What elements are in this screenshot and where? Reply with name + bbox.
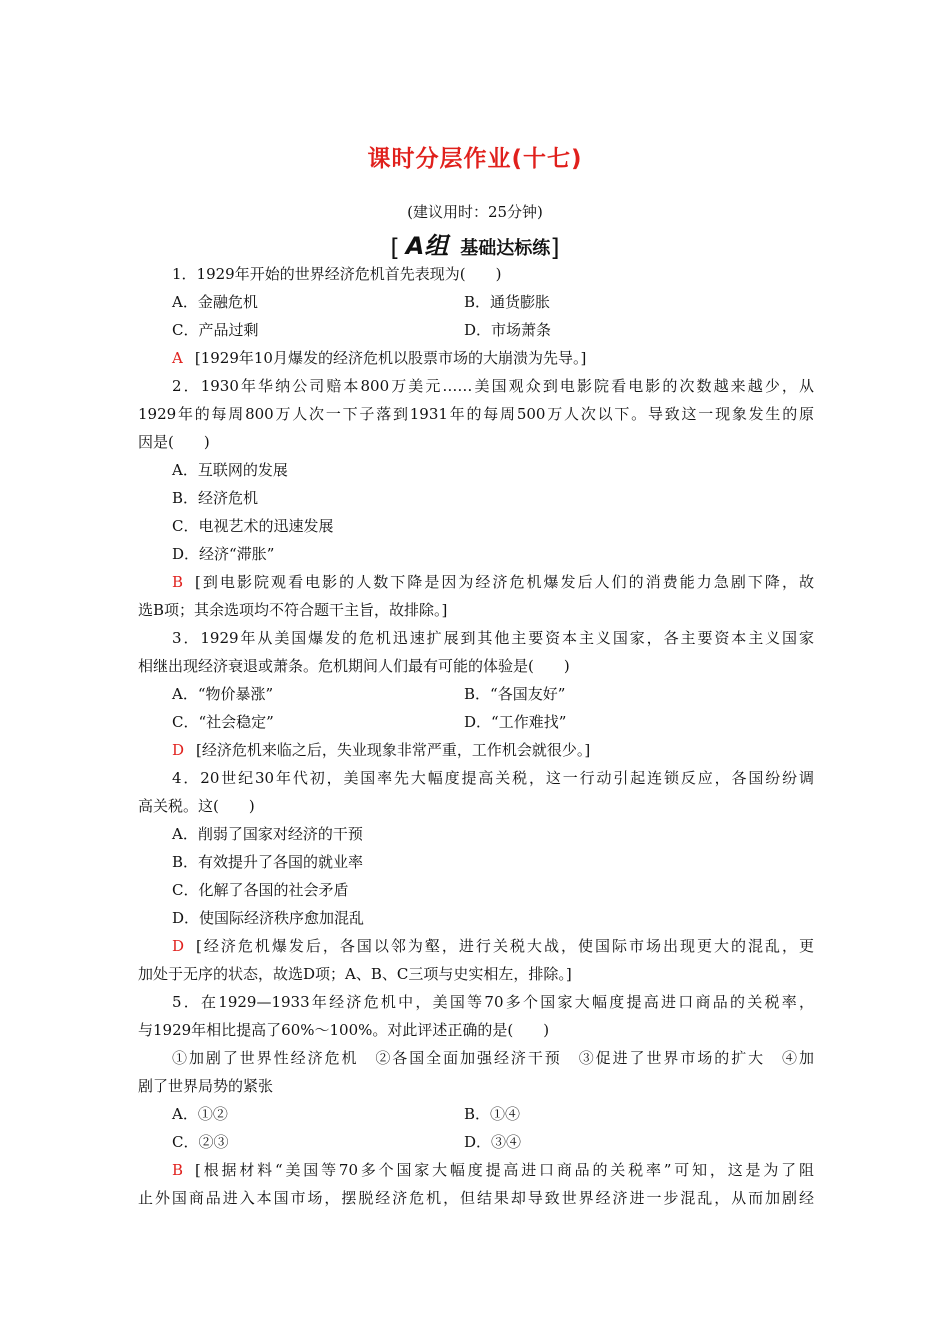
q2-option-b: B．经济危机 (172, 489, 259, 507)
q5-option-c: C．②③ (172, 1133, 229, 1151)
questions (138, 260, 814, 1212)
q4-option-a: A．削弱了国家对经济的干预 (172, 825, 363, 843)
q4-explanation-2: 加处于无序的状态，故选D项；A、B、C三项与史实相左，排除。] (138, 965, 572, 983)
q1-option-a: A．金融危机 (172, 293, 258, 311)
q5-option-b: B．①④ (464, 1105, 521, 1123)
q5-option-d: D．③④ (464, 1133, 522, 1151)
q2-stem-2: 1929年的每周800万人次一下子落到1931年的每周500万人次以下。导致这一现象发生的原 (138, 405, 814, 423)
q2-answer-line (138, 568, 814, 596)
q5-options-ab (138, 1100, 814, 1128)
q3-option-b: B．“各国友好” (464, 685, 566, 703)
q5-options-cd (138, 1128, 814, 1156)
page-title: 课时分层作业(十七) (367, 146, 583, 172)
q4-explanation-1: [经济危机爆发后，各国以邻为壑，进行关税大战，使国际市场出现更大的混乱，更 (196, 937, 814, 955)
q5-answer-line (138, 1156, 814, 1184)
q2-explanation-1: [到电影院观看电影的人数下降是因为经济危机爆发后人们的消费能力急剧下降，故 (195, 573, 814, 591)
q5-option-a: A．①② (172, 1105, 228, 1123)
q3-answer-line (138, 736, 814, 764)
q3-option-a: A．“物价暴涨” (172, 685, 274, 703)
q5-items-1: ①加剧了世界性经济危机 ②各国全面加强经济干预 ③促进了世界市场的扩大 ④加 (172, 1049, 814, 1067)
q1-answer-line (138, 344, 814, 372)
q2-explanation-2: 选B项；其余选项均不符合题干主旨，故排除。] (138, 601, 448, 619)
q4-option-c: C．化解了各国的社会矛盾 (172, 881, 349, 899)
q1-option-d: D．市场萧条 (464, 321, 552, 339)
q2-answer: B (172, 573, 184, 591)
q4-answer-line (138, 932, 814, 960)
bracket-right: ] (550, 234, 560, 262)
q2-option-c: C．电视艺术的迅速发展 (172, 517, 334, 535)
q4-option-d: D．使国际经济秩序愈加混乱 (172, 909, 365, 927)
q2-option-d: D．经济“滞胀” (172, 545, 275, 563)
q5-stem-2: 与1929年相比提高了60%～100%。对此评述正确的是( ) (138, 1021, 550, 1039)
q4-option-b: B．有效提升了各国的就业率 (172, 853, 364, 871)
q1-answer: A (172, 349, 183, 367)
q3-stem-2: 相继出现经济衰退或萧条。危机期间人们最有可能的体验是( ) (138, 657, 570, 675)
q1-options-ab (138, 288, 814, 316)
q5-stem-1: 5．在1929—1933年经济危机中，美国等70多个国家大幅度提高进口商品的关税率， (172, 993, 814, 1011)
q2-stem-1: 2．1930年华纳公司赔本800万美元……美国观众到电影院看电影的次数越来越少，从 (172, 377, 814, 395)
q1-option-b: B．通货膨胀 (464, 293, 551, 311)
q2-stem-3: 因是( ) (138, 433, 210, 451)
q4-answer: D (172, 937, 185, 955)
q4-stem-1: 4．20世纪30年代初，美国率先大幅度提高关税，这一行动引起连锁反应，各国纷纷调 (172, 769, 814, 787)
suggested-time: (建议用时：25分钟) (407, 203, 543, 221)
q5-answer: B (172, 1161, 184, 1179)
q4-stem-2: 高关税。这( ) (138, 797, 255, 815)
q3-option-d: D．“工作难找” (464, 713, 567, 731)
q5-explanation-1: [根据材料“美国等70多个国家大幅度提高进口商品的关税率”可知，这是为了阻 (195, 1161, 814, 1179)
q3-options-ab (138, 680, 814, 708)
group-header (0, 226, 950, 262)
group-label: A组 (405, 232, 449, 260)
q1-stem: 1．1929年开始的世界经济危机首先表现为( ) (172, 265, 502, 283)
q3-explanation: [经济危机来临之后，失业现象非常严重，工作机会就很少。] (196, 741, 591, 759)
q3-answer: D (172, 741, 185, 759)
q3-options-cd (138, 708, 814, 736)
bracket-left: [ (390, 234, 400, 262)
q5-explanation-2: 止外国商品进入本国市场，摆脱经济危机，但结果却导致世界经济进一步混乱，从而加剧经 (138, 1189, 814, 1207)
group-title: 基础达标练 (460, 238, 551, 259)
q3-stem-1: 3．1929年从美国爆发的危机迅速扩展到其他主要资本主义国家，各主要资本主义国家 (172, 629, 814, 647)
q1-options-cd (138, 316, 814, 344)
q5-items-2: 剧了世界局势的紧张 (138, 1077, 274, 1095)
q1-explanation: [1929年10月爆发的经济危机以股票市场的大崩溃为先导。] (194, 349, 587, 367)
q3-option-c: C．“社会稳定” (172, 713, 274, 731)
q1-option-c: C．产品过剩 (172, 321, 259, 339)
q2-option-a: A．互联网的发展 (172, 461, 288, 479)
